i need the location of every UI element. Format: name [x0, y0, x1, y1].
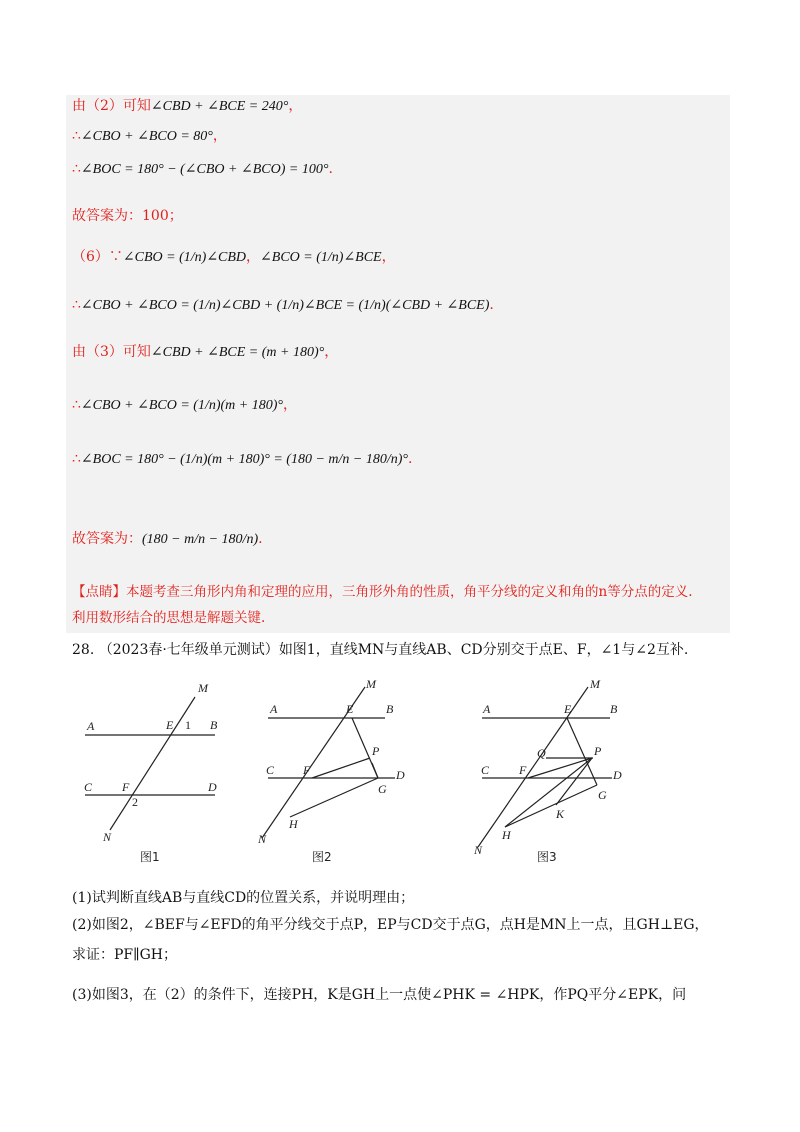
fig2-label: E [346, 702, 354, 716]
fig1-label: N [103, 830, 112, 844]
fig2-caption: 图2 [312, 850, 332, 864]
fig3-line-mn [478, 687, 588, 847]
figure-2 [262, 687, 395, 838]
figure-3 [478, 687, 612, 847]
question-part-2b: 求证：PF∥GH； [72, 947, 177, 963]
question-part-2a: (2)如图2，∠BEF与∠EFD的角平分线交于点P，EP与CD交于点G，点H是MN上一点，且GH⊥EG， [72, 917, 709, 933]
solution-line-7: 由（3）可知∠CBD + ∠BCE = (m + 180)°， [72, 344, 339, 360]
fig2-label: D [396, 768, 405, 782]
fig3-label: Q [537, 746, 546, 760]
fig1-label: E [166, 718, 174, 732]
fig2-label: A [270, 702, 278, 716]
fig1-label: 1 [185, 718, 191, 732]
fig3-label: C [481, 763, 490, 777]
fig2-label: P [372, 744, 380, 758]
fig1-line-mn [110, 697, 195, 830]
fig3-line-gh [505, 785, 597, 827]
note-line-2: 利用数形结合的思想是解题关键. [72, 610, 266, 626]
question-stem: 28. （2023春·七年级单元测试）如图1，直线MN与直线AB、CD分别交于点E、F，∠1与∠2互补. [72, 642, 689, 658]
fig3-label: N [474, 843, 483, 857]
note-line-1: 【点睛】本题考查三角形内角和定理的应用，三角形外角的性质，角平分线的定义和角的n等分点的定义. [72, 584, 693, 600]
fig1-caption: 图1 [140, 850, 160, 864]
fig2-label: H [289, 817, 298, 831]
fig1-label: D [208, 780, 217, 794]
solution-line-1: 由（2）可知∠CBD + ∠BCE = 240°， [72, 98, 303, 114]
fig1-label: B [210, 718, 218, 732]
fig3-caption: 图3 [537, 850, 557, 864]
fig2-label: N [258, 832, 267, 846]
figure-1 [85, 697, 215, 830]
solution-line-2: ∴∠CBO + ∠BCO = 80°， [72, 128, 227, 144]
question-part-1: (1)试判断直线AB与直线CD的位置关系，并说明理由； [72, 890, 415, 906]
solution-line-10: 故答案为：(180 − m/n − 180/n). [72, 531, 263, 547]
fig3-label: F [519, 763, 527, 777]
fig2-line-gh [290, 778, 378, 817]
fig3-label: D [613, 768, 622, 782]
fig3-label: G [598, 788, 607, 802]
fig2-label: B [386, 702, 394, 716]
fig1-label: M [198, 681, 208, 695]
solution-line-5: （6）∵∠CBO = (1/n)∠CBD，∠BCO = (1/n)∠BCE， [72, 249, 396, 265]
solution-line-8: ∴∠CBO + ∠BCO = (1/n)(m + 180)°， [72, 397, 297, 413]
fig2-label: G [378, 782, 387, 796]
question-part-3: (3)如图3，在（2）的条件下，连接PH，K是GH上一点使∠PHK = ∠HPK，作PQ平分∠EPK，问 [72, 987, 687, 1003]
fig1-label: C [84, 780, 93, 794]
fig2-line-pg [372, 763, 378, 778]
figures-area [0, 675, 800, 895]
solution-line-9: ∴∠BOC = 180° − (1/n)(m + 180)° = (180 − m/n − 180/n)°. [72, 451, 413, 467]
fig1-label: A [87, 719, 95, 733]
fig2-line-fp [312, 758, 370, 778]
fig3-label: K [556, 807, 565, 821]
solution-line-3: ∴∠BOC = 180° − (∠CBO + ∠BCO) = 100°. [72, 161, 333, 177]
solution-line-4: 故答案为：100； [72, 208, 183, 224]
fig3-label: P [594, 744, 602, 758]
fig2-label: F [303, 763, 311, 777]
fig3-label: H [502, 828, 511, 842]
fig1-label: 2 [132, 795, 138, 809]
fig1-label: F [122, 780, 130, 794]
fig3-label: E [564, 702, 572, 716]
fig3-label: M [590, 677, 600, 691]
fig3-label: A [483, 702, 491, 716]
fig2-label: M [366, 677, 376, 691]
fig3-label: B [610, 702, 618, 716]
solution-line-6: ∴∠CBO + ∠BCO = (1/n)∠CBD + (1/n)∠BCE = (1/n)(∠CBD + ∠BCE). [72, 297, 494, 313]
fig2-label: C [266, 763, 275, 777]
fig3-line-pk [556, 758, 592, 805]
